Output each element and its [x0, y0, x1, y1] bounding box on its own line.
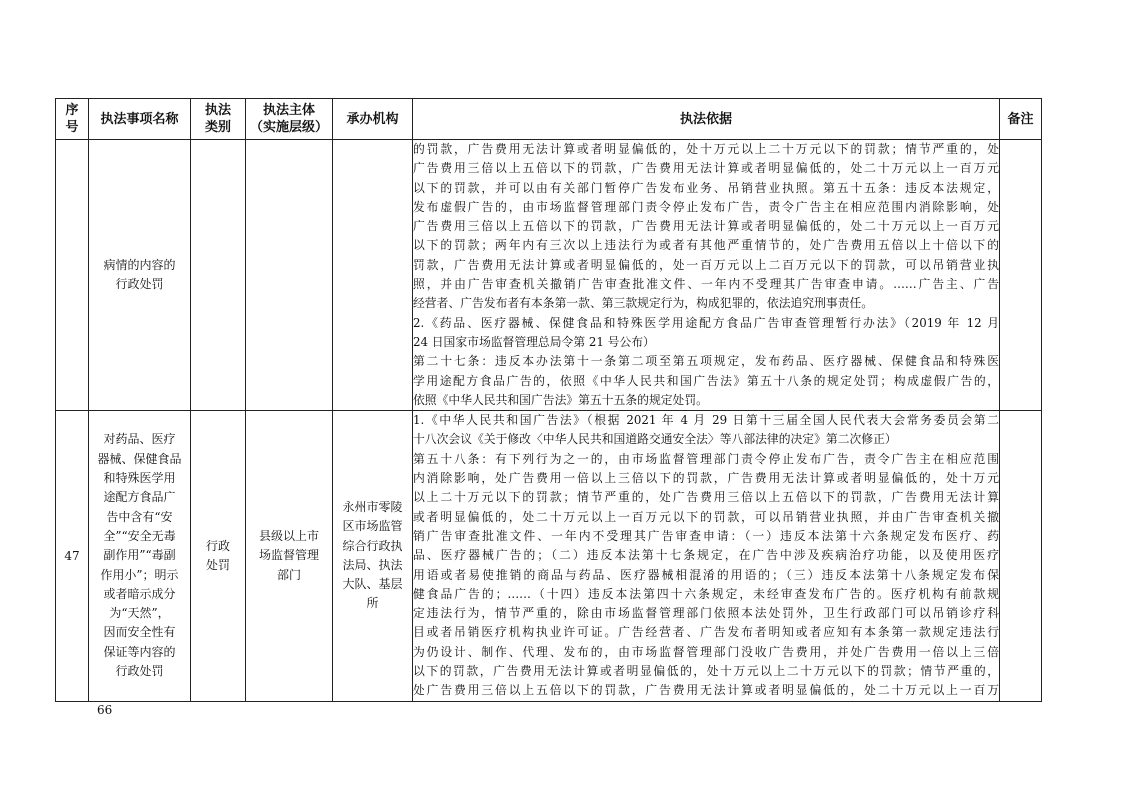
table-row-47 [56, 411, 1042, 701]
remark-cell [1000, 140, 1042, 411]
header-basis: 执法依据 [413, 99, 1000, 140]
seq-cell [56, 140, 89, 411]
enforcement-table [55, 98, 1042, 702]
seq-cell: 47 [56, 411, 89, 701]
table-row-continued [56, 140, 1042, 411]
header-category: 执法 类别 [191, 99, 246, 140]
basis-cell: 的罚款，广告费用无法计算或者明显偏低的，处十万元以上二十万元以下的罚款；情节严重的，处 广告费用三倍以上五倍以下的罚款，广告费用无法计算或者明显偏低的，处二十万元以上一百万元 以下的罚款，并可以由有关部门暂停广告发布业务、吊销营业执照。第五十五条：违反本法规定， 发布虚假广告的，由市场监督管理部门责令停止发布广告，责令广告主在相应范围内消除影响，处 广告费用三倍以上五倍以下的罚款，广告费用无法计算或者明显偏低的，处二十万元以上一百万元 以下的罚款；两年内有三次以上违法行为或者有其他严重情节的，处广告费用五倍以上十倍以下的 罚款，广告费用无法计算或者明显偏低的，处一百万元以上二百万元以下的罚款，可以吊销营业执 照，并由广告审查机关撤销广告审查批准文件、一年内不受理其广告审查申请。……广告主、广告 经营者、广告发布者有本条第一款、第三款规定行为，构成犯罪的，依法追究刑事责任。 2.《药品、医疗器械、保健食品和特殊医学用途配方食品广告审查管理暂行办法》（2019 年 12 月 24 日国家市场监督管理总局令第 21 号公布） 第二十七条：违反本办法第十一条第二项至第五项规定，发布药品、医疗器械、保健食品和特殊医 学用途配方食品广告的，依照《中华人民共和国广告法》第五十八条的规定处罚；构成虚假广告的， 依照《中华人民共和国广告法》第五十五条的规定处罚。 [413, 140, 1000, 411]
basis-cell: 1.《中华人民共和国广告法》（根据 2021 年 4 月 29 日第十三届全国人民代表大会常务委员会第二 十八次会议《关于修改〈中华人民共和国道路交通安全法〉等八部法律的决定》第二次修正） 第五十八条：有下列行为之一的，由市场监督管理部门责令停止发布广告，责令广告主在相应范围 内消除影响，处广告费用一倍以上三倍以下的罚款，广告费用无法计算或者明显偏低的，处十万元 以上二十万元以下的罚款；情节严重的，处广告费用三倍以上五倍以下的罚款，广告费用无法计算 或者明显偏低的，处二十万元以上一百万元以下的罚款，可以吊销营业执照，并由广告审查机关撤 销广告审查批准文件、一年内不受理其广告审查申请：（一）违反本法第十六条规定发布医疗、药 品、医疗器械广告的；（二）违反本法第十七条规定，在广告中涉及疾病治疗功能，以及使用医疗 用语或者易使推销的商品与药品、医疗器械相混淆的用语的；（三）违反本法第十八条规定发布保 健食品广告的；……（十四）违反本法第四十六条规定，未经审查发布广告的。医疗机构有前款规 定违法行为，情节严重的，除由市场监督管理部门依照本法处罚外，卫生行政部门可以吊销诊疗科 目或者吊销医疗机构执业许可证。广告经营者、广告发布者明知或者应知有本条第一款规定违法行 为仍设计、制作、代理、发布的，由市场监督管理部门没收广告费用，并处广告费用一倍以上三倍 以下的罚款，广告费用无法计算或者明显偏低的，处十万元以上二十万元以下的罚款；情节严重的， 处广告费用三倍以上五倍以下的罚款，广告费用无法计算或者明显偏低的，处二十万元以上一百万 [413, 411, 1000, 701]
agency-cell: 永州市零陵 区市场监管 综合行政执 法局、执法 大队、基层 所 [333, 411, 413, 701]
header-agency: 承办机构 [333, 99, 413, 140]
remark-cell [1000, 411, 1042, 701]
header-remark: 备注 [1000, 99, 1042, 140]
header-seq: 序 号 [56, 99, 89, 140]
header-subject: 执法主体 （实施层级） [246, 99, 333, 140]
page-number: 66 [97, 703, 113, 717]
header-item-name: 执法事项名称 [89, 99, 191, 140]
header-row [56, 99, 1042, 140]
item-name-cell: 对药品、医疗 器械、保健食品 和特殊医学用 途配方食品广 告中含有“安 全”“安全无毒 副作用”“毒副 作用小”；明示 或者暗示成分 为“天然”， 因而安全性有 保证等内容的 行政处罚 [89, 411, 191, 701]
subject-cell [246, 140, 333, 411]
category-cell [191, 140, 246, 411]
subject-cell: 县级以上市 场监督管理 部门 [246, 411, 333, 701]
category-cell: 行政 处罚 [191, 411, 246, 701]
agency-cell [333, 140, 413, 411]
item-name-cell: 病情的内容的 行政处罚 [89, 140, 191, 411]
